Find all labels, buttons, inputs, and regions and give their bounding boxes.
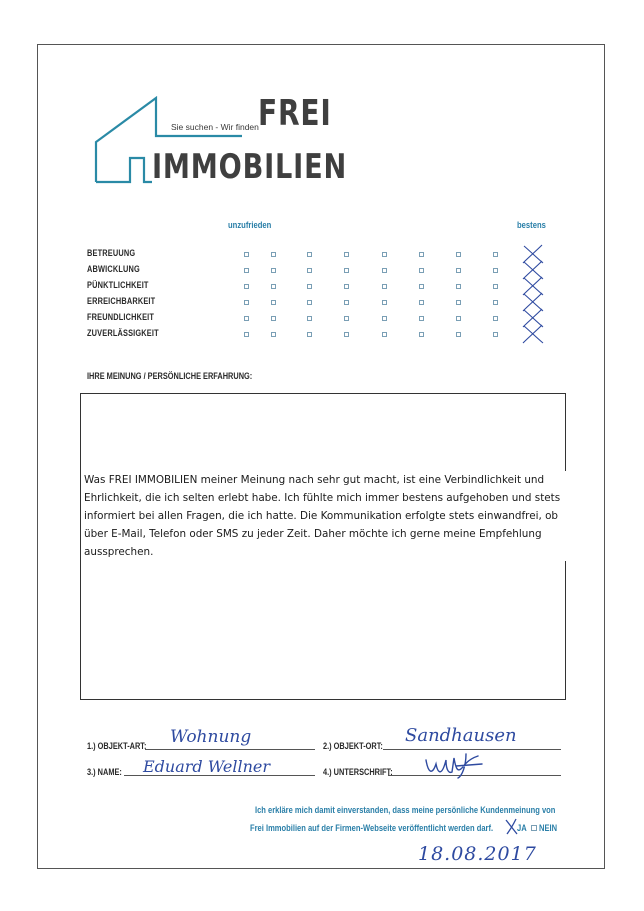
rating-checkbox[interactable]	[307, 252, 312, 257]
rating-checkbox[interactable]	[493, 284, 498, 289]
rating-checkbox[interactable]	[382, 268, 387, 273]
brand-name-top: FREI	[258, 93, 332, 134]
rating-checkbox[interactable]	[271, 252, 276, 257]
rating-checkbox[interactable]	[419, 300, 424, 305]
rating-checkbox[interactable]	[307, 316, 312, 321]
object-type-label: 1.) OBJEKT-ART:	[87, 741, 147, 751]
scale-high-label: bestens	[517, 220, 546, 230]
object-location-label: 2.) OBJEKT-ORT:	[323, 741, 383, 751]
rating-checkbox[interactable]	[344, 300, 349, 305]
criterion-label: ABWICKLUNG	[87, 264, 140, 274]
consent-no-checkbox[interactable]	[531, 825, 537, 831]
rating-checkbox[interactable]	[419, 268, 424, 273]
rating-checkbox[interactable]	[456, 316, 461, 321]
rating-checkbox[interactable]	[382, 316, 387, 321]
opinion-text: Was FREI IMMOBILIEN meiner Meinung nach sehr gut macht, ist eine Verbindlichkeit und Ehrlichkeit, die ich selten erlebt habe. Ich fühlte mich immer bestens aufgehoben und stets informiert bei allen Fragen, die ich hatte. Die Kommunikation erfolgte stets einwandfrei, ob über E-Mail, Telefon oder SMS zu jeder Zeit. Daher möchte ich gerne meine Empfehlung aussprechen.	[84, 471, 584, 561]
rating-checkbox[interactable]	[307, 284, 312, 289]
rating-checkbox[interactable]	[456, 284, 461, 289]
consent-text-line2: Frei Immobilien auf der Firmen-Webseite veröffentlicht werden darf.	[250, 823, 494, 833]
logo-tagline: Sie suchen - Wir finden	[171, 122, 259, 132]
consent-text-line1: Ich erkläre mich damit einverstanden, dass meine persönliche Kundenmeinung von	[255, 805, 556, 815]
rating-checkbox[interactable]	[419, 316, 424, 321]
rating-checkbox[interactable]	[271, 268, 276, 273]
rating-checkbox[interactable]	[244, 300, 249, 305]
rating-checkbox[interactable]	[382, 252, 387, 257]
rating-checkbox[interactable]	[344, 284, 349, 289]
signature-label: 4.) UNTERSCHRIFT:	[323, 767, 393, 777]
rating-checkbox[interactable]	[344, 332, 349, 337]
object-location-value[interactable]: Sandhausen	[405, 725, 517, 746]
rating-checkbox[interactable]	[456, 252, 461, 257]
object-type-value[interactable]: Wohnung	[170, 727, 252, 747]
rating-checkbox[interactable]	[344, 316, 349, 321]
rating-checkbox[interactable]	[344, 252, 349, 257]
rating-checkbox[interactable]	[307, 268, 312, 273]
rating-checkbox[interactable]	[419, 284, 424, 289]
scale-low-label: unzufrieden	[228, 220, 272, 230]
rating-checkbox[interactable]	[419, 252, 424, 257]
rating-checkbox[interactable]	[456, 332, 461, 337]
consent-yes-label: JA	[517, 823, 527, 833]
rating-cross-mark[interactable]	[521, 324, 545, 344]
rating-checkbox[interactable]	[307, 300, 312, 305]
rating-checkbox[interactable]	[456, 300, 461, 305]
name-value[interactable]: Eduard Wellner	[143, 757, 271, 776]
criterion-label: FREUNDLICHKEIT	[87, 312, 155, 322]
signature-mark[interactable]	[422, 750, 492, 782]
rating-checkbox[interactable]	[382, 284, 387, 289]
brand-name-bottom: IMMOBILIEN	[152, 147, 348, 187]
rating-checkbox[interactable]	[244, 268, 249, 273]
criterion-label: BETREUUNG	[87, 248, 136, 258]
name-label: 3.) NAME:	[87, 767, 122, 777]
rating-checkbox[interactable]	[344, 268, 349, 273]
criterion-label: ZUVERLÄSSIGKEIT	[87, 328, 159, 338]
rating-checkbox[interactable]	[493, 300, 498, 305]
rating-checkbox[interactable]	[244, 284, 249, 289]
opinion-label: IHRE MEINUNG / PERSÖNLICHE ERFAHRUNG:	[87, 371, 253, 381]
rating-checkbox[interactable]	[244, 332, 249, 337]
rating-checkbox[interactable]	[493, 268, 498, 273]
rating-checkbox[interactable]	[271, 284, 276, 289]
rating-checkbox[interactable]	[419, 332, 424, 337]
rating-checkbox[interactable]	[493, 316, 498, 321]
date-value[interactable]: 18.08.2017	[418, 843, 537, 865]
rating-checkbox[interactable]	[493, 332, 498, 337]
consent-no-label: NEIN	[539, 823, 558, 833]
rating-checkbox[interactable]	[307, 332, 312, 337]
criterion-label: ERREICHBARKEIT	[87, 296, 156, 306]
rating-checkbox[interactable]	[271, 332, 276, 337]
rating-checkbox[interactable]	[382, 332, 387, 337]
rating-checkbox[interactable]	[382, 300, 387, 305]
rating-checkbox[interactable]	[493, 252, 498, 257]
box-gap	[566, 535, 567, 555]
rating-checkbox[interactable]	[244, 252, 249, 257]
rating-checkbox[interactable]	[244, 316, 249, 321]
object-type-line	[145, 749, 315, 750]
rating-checkbox[interactable]	[271, 300, 276, 305]
criterion-label: PÜNKTLICHKEIT	[87, 280, 149, 290]
rating-checkbox[interactable]	[456, 268, 461, 273]
rating-checkbox[interactable]	[271, 316, 276, 321]
